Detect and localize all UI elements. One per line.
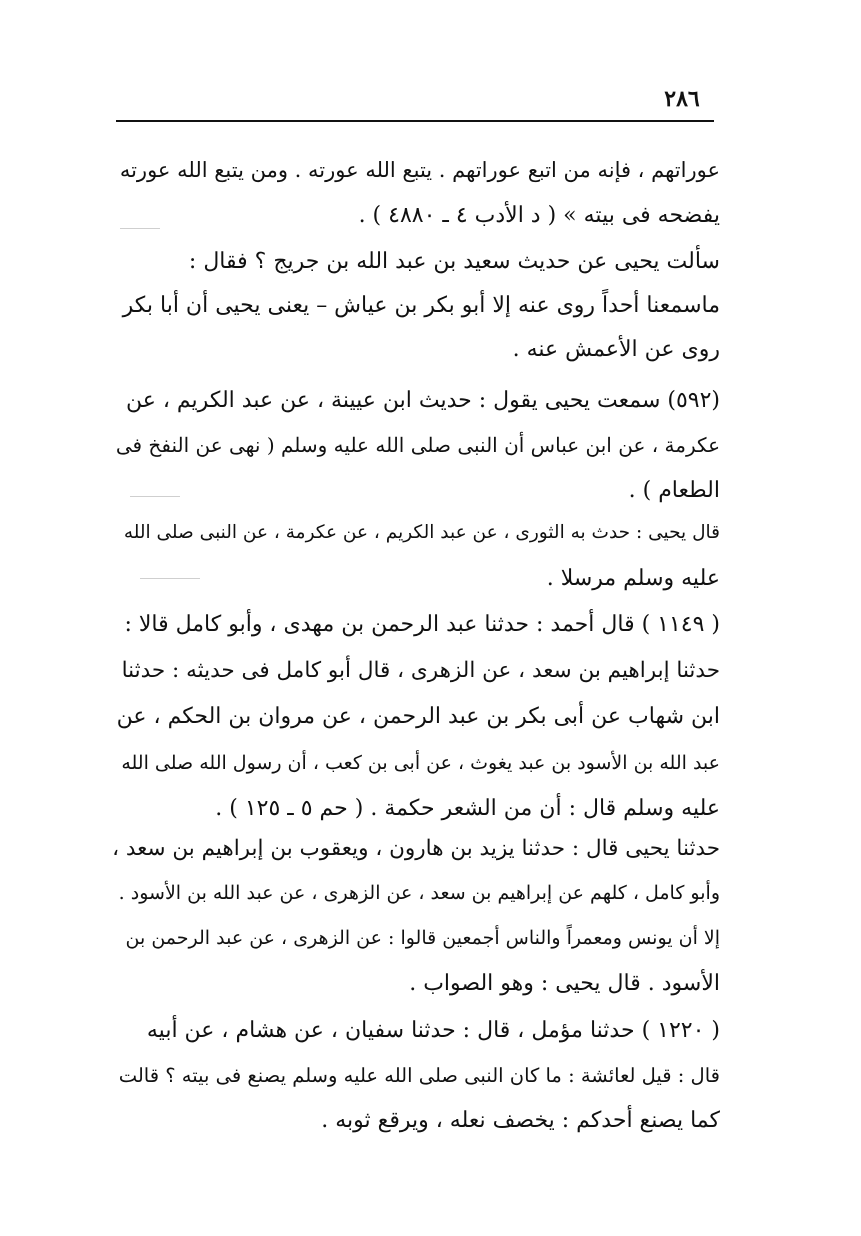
paragraph — [112, 1008, 720, 1143]
text-line: قال يحيى : حدث به الثورى ، عن عبد الكريم ، عن عكرمة ، عن النبى صلى الله — [123, 522, 720, 543]
paragraph — [112, 378, 720, 513]
text-line: عليه وسلم قال : أن من الشعر حكمة . ( حم ٥ ـ ١٢٥ ) . — [215, 796, 720, 821]
text-line: حدثنا يحيى قال : حدثنا يزيد بن هارون ، ويعقوب بن إبراهيم بن سعد ، — [112, 836, 720, 861]
paragraph — [112, 602, 720, 832]
text-line: حدثنا إبراهيم بن سعد ، عن الزهرى ، قال أبو كامل فى حديثه : حدثنا — [121, 658, 720, 683]
text-line: عوراتهم ، فإنه من اتبع عوراتهم . يتبع الله عورته . ومن يتبع الله عورته — [119, 158, 720, 182]
text-line: ابن شهاب عن أبى بكر بن عبد الرحمن ، عن مروان بن الحكم ، عن — [116, 704, 720, 729]
text-line: ماسمعنا أحداً روى عنه إلا أبو بكر بن عياش – يعنى يحيى أن أبا بكر — [122, 293, 720, 318]
text-line: عبد الله بن الأسود بن عبد يغوث ، عن أبى بن كعب ، أن رسول الله صلى الله — [121, 752, 720, 774]
scan-speck — [120, 228, 160, 229]
scan-speck — [140, 578, 200, 579]
text-line: عليه وسلم مرسلا . — [546, 566, 720, 591]
paragraph — [112, 240, 720, 372]
text-line: إلا أن يونس ومعمراً والناس أجمعين قالوا : عن الزهرى ، عن عبد الرحمن بن — [125, 927, 720, 949]
text-line: يفضحه فى بيته » ( د الأدب ٤ ـ ٤٨٨٠ ) . — [358, 203, 720, 228]
paragraph — [112, 826, 720, 1006]
header-rule — [116, 120, 714, 122]
text-line: الطعام ) . — [628, 478, 720, 503]
scan-speck — [130, 496, 180, 497]
text-line: ( ١٢٢٠ ) حدثنا مؤمل ، قال : حدثنا سفيان ، عن هشام ، عن أبيه — [146, 1018, 720, 1043]
text-line: ( ١١٤٩ ) قال أحمد : حدثنا عبد الرحمن بن مهدى ، وأبو كامل قالا : — [124, 612, 720, 637]
text-line: سألت يحيى عن حديث سعيد بن عبد الله بن جريج ؟ فقال : — [188, 249, 720, 274]
paragraph — [112, 510, 720, 602]
text-line: عكرمة ، عن ابن عباس أن النبى صلى الله عليه وسلم ( نهى عن النفخ فى — [115, 433, 720, 457]
text-line: الأسود . قال يحيى : وهو الصواب . — [409, 971, 720, 996]
text-line: روى عن الأعمش عنه . — [512, 337, 720, 362]
text-line: كما يصنع أحدكم : يخصف نعله ، ويرقع ثوبه . — [321, 1108, 720, 1133]
text-line: قال : قيل لعائشة : ما كان النبى صلى الله عليه وسلم يصنع فى بيته ؟ قالت — [118, 1064, 720, 1087]
text-line: وأبو كامل ، كلهم عن إبراهيم بن سعد ، عن الزهرى ، عن عبد الله بن الأسود . — [118, 882, 720, 904]
text-line: (٥٩٢) سمعت يحيى يقول : حديث ابن عيينة ، عن عبد الكريم ، عن — [125, 388, 720, 413]
page-number: ٢٨٦ — [664, 86, 700, 112]
paragraph — [112, 148, 720, 238]
